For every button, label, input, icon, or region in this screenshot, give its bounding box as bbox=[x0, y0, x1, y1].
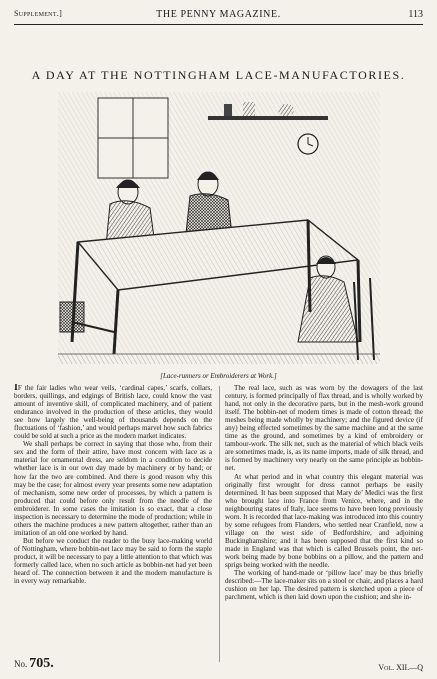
paragraph-2: We shall perhaps be correct in saying that those who, from their sex and the form of their attire, have most concern with lace as a material for ornamental dress, are seldom in a condition to decide whether lace is in our own day made by machinery or by hand; or how far the two are combined. And there is good reason why this may be the case; for almost every year presents some new adaptation of mechanism, some new order of processes, by which a pattern is produced that could before only result from the needle of the embroiderer. In some cases the imitation is so exact, that a close inspection is necessary to determine the mode of production; while in others the machine produces a new pattern altogether, rather than an imitation of an old one worked by hand. bbox=[14, 440, 212, 537]
article-title: A DAY AT THE NOTTINGHAM LACE-MANUFACTORIES. bbox=[31, 68, 406, 82]
issue-label: No. bbox=[14, 659, 28, 669]
page-header bbox=[14, 9, 423, 23]
illustration-caption: [Lace-runners or Embroiderers at Work.] bbox=[160, 372, 277, 380]
paragraph-3: But before we conduct the reader to the busy lace-making world of Nottingham, where bobbin-net lace may be said to form the staple product, it will be necessary to pay a little attention to that which was formerly called lace, when no such article as bobbin-net had yet been heard of. The connection between it and the modern manufacture is in every way remarkable. bbox=[14, 536, 212, 586]
header-rule bbox=[14, 24, 423, 25]
page-number: 113 bbox=[408, 9, 423, 20]
paragraph-1 bbox=[14, 384, 212, 440]
column-left bbox=[14, 384, 212, 654]
magazine-title: THE PENNY MAGAZINE. bbox=[156, 9, 281, 20]
paragraph-1-text: F the fair ladies who wear veils, ‘cardinal capes,’ scarfs, collars, borders, quillings, and edgings of British lace, could know the vast amount of inventive skill, of complicated machinery, and of patient endurance involved in the production of these articles, they would see how largely the well-being of thousands depends on the fluctuations of ‘fashion,’ and would perhaps marvel how such fabrics could be sold at such a price as the modern market indicates. bbox=[14, 384, 212, 441]
volume-label: Vol. XII.—Q bbox=[378, 663, 423, 672]
supplement-label: Supplement.] bbox=[14, 9, 63, 18]
paragraph-4: The real lace, such as was worn by the dowagers of the last century, is formed principally of flax thread, and is wholly worked by hand, not only in the decorative parts, but in the mesh-work ground itself. The bobbin-net of modern times is made of cotton thread; the meshes being made wholly by machinery; and the figured device (if any) being effected sometimes by the same machine and at the same time as the ground, and sometimes by a kind of embroidery or tambour-work. The silk net, such as the material of which black veils are sometimes made, is, as its name imports, made of silk thread, and is formed by machinery very nearly on the same principle as bobbin-net. bbox=[225, 384, 423, 473]
engraving-icon bbox=[58, 92, 380, 364]
column-right bbox=[225, 384, 423, 668]
issue-number bbox=[14, 656, 54, 672]
paragraph-5: At what period and in what country this elegant material was originally first wrought for dress cannot perhaps be easily determined. It has been supposed that Mary de’ Medici was the first who brought lace into France from Venice, where, and in the neighbouring states of Italy, lace seems to have been long previously worn. It is recorded that lace-making was introduced into this country by some refugees from Flanders, who settled near Cranfield, now a village on the west side of Bedfordshire, and adjoining Buckinghamshire; and it has been supposed that the first kind so made in England was that which is called Brussels point, the net-work being made by bone bobbins on a pillow, and the pattern and sprigs being worked with the needle. bbox=[225, 472, 423, 570]
issue-value: 705. bbox=[29, 656, 54, 671]
engraving-illustration bbox=[58, 92, 380, 364]
drop-cap: I bbox=[14, 384, 18, 393]
paragraph-6: The working of hand-made or ‘pillow lace’ may be thus briefly described:—The lace-maker sits on a stool or chair, and places a hard cushion on her lap. The desired pattern is sketched upon a piece of parchment, which is then laid down upon the cushion; and she in- bbox=[225, 569, 423, 602]
column-divider bbox=[219, 386, 220, 662]
